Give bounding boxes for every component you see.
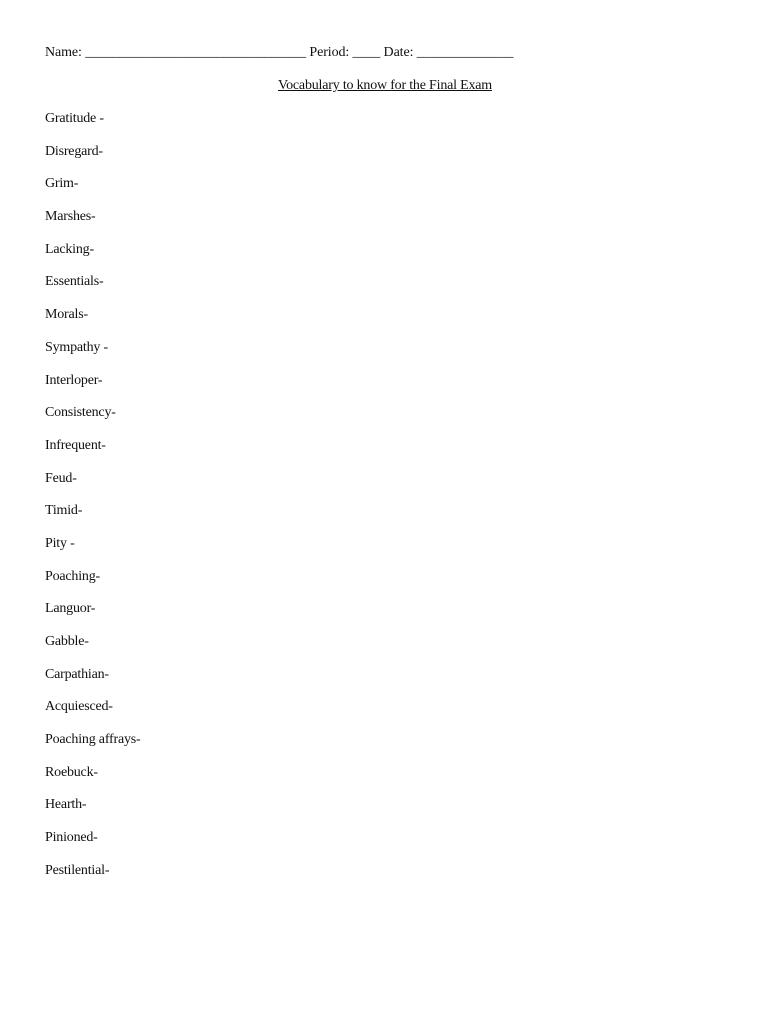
vocab-term: Poaching affrays- [45,732,141,748]
vocab-term: Grim- [45,176,79,192]
vocab-term: Feud- [45,470,77,486]
vocab-term: Interloper- [45,372,103,388]
page-title: Vocabulary to know for the Final Exam [278,78,492,93]
vocab-term: Consistency- [45,405,116,421]
vocab-term: Sympathy - [45,339,108,355]
vocab-term: Lacking- [45,241,94,257]
vocab-term: Carpathian- [45,666,109,682]
vocab-term: Gratitude - [45,111,104,126]
vocab-term: Infrequent- [45,437,106,453]
vocab-term: Roebuck- [45,764,98,780]
vocabulary-list [45,110,140,895]
vocab-term: Pity - [45,535,75,551]
vocab-term: Essentials- [45,274,104,290]
vocab-term: Hearth- [45,797,87,813]
vocab-term: Acquiesced- [45,699,113,715]
vocab-term: Gabble- [45,634,89,649]
vocab-term: Morals- [45,307,88,323]
vocab-term: Timid- [45,503,83,519]
vocab-term: Languor- [45,601,96,617]
name-period-date-line: Name: ________________________________ Period: ____ Date: ______________ [45,45,514,60]
vocab-term: Pestilential- [45,862,110,878]
vocab-term: Marshes- [45,209,96,225]
vocab-term: Poaching- [45,568,100,584]
vocab-term: Pinioned- [45,830,98,846]
vocab-term: Disregard- [45,143,103,159]
